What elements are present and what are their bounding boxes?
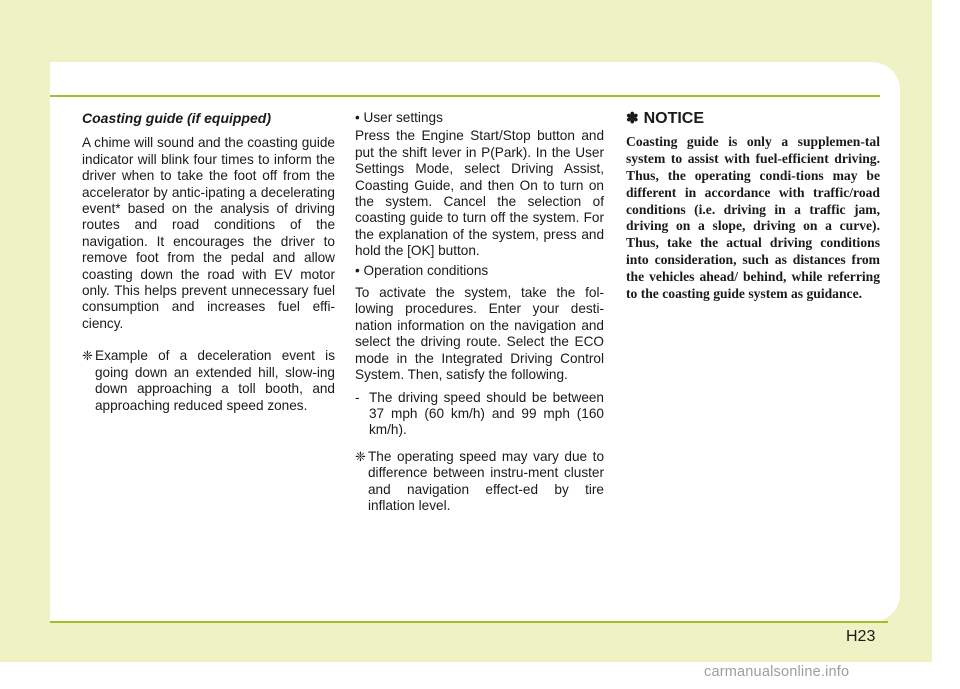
bottom-divider xyxy=(50,621,888,623)
footnote xyxy=(355,449,604,515)
notice-star-icon: ✽ xyxy=(626,110,639,127)
user-settings-text: Press the Engine Start/Stop button and put the shift lever in P(Park). In the User Settings Mode, select Driving Assist, Coasting Guide, and then On to turn on the system. Cancel the selection of coasting guide to turn off the system. For the explanation of the system, press and hold the [OK] button. xyxy=(355,128,604,259)
dash-mark: - xyxy=(355,389,360,405)
notice-body: Coasting guide is only a supplemen-tal system to assist with fuel-efficient driving. Thus, the operating condi-tions may be different in accordance with traffic/road conditions (i.e. driving in a traffic jam, driving on a slope, driving on a curve). Thus, take the actual driving conditions into consideration, such as distances from the vehicles ahead/ behind, while referring to the coasting guide system as guidance. xyxy=(626,134,880,301)
condition-text: The driving speed should be between 37 mph (60 km/h) and 99 mph (160 km/h). xyxy=(369,389,604,438)
bullet-user-settings: • User settings xyxy=(355,110,443,125)
notice-heading xyxy=(626,111,880,127)
footnote xyxy=(82,348,335,414)
notice-title: NOTICE xyxy=(643,110,705,127)
footnote-text: Example of a deceleration event is going down an extended hill, slow-ing down approaching a toll booth, and approaching reduced speed zones. xyxy=(95,348,335,413)
footnote-mark-icon: ❈ xyxy=(82,348,93,364)
coasting-guide-description: A chime will sound and the coasting guide indicator will blink four times to inform the driver when to take the foot off from the accelerator by antic-ipating a decelerating event* based on the analysis of driving routes and road conditions of the navigation. It encourages the driver to remove foot from the pedal and allow coasting down the road with EV motor only. This helps prevent unnecessary fuel consumption and increases fuel effi-ciency. xyxy=(82,135,335,331)
column-right xyxy=(626,107,880,302)
column-left xyxy=(82,107,335,414)
bullet-operation-conditions: • Operation conditions xyxy=(355,262,489,278)
column-middle xyxy=(355,107,604,514)
condition-list-item xyxy=(355,390,604,439)
footnote-text: The operating speed may vary due to difference between instru-ment cluster and navigation effect-ed by tire inflation level. xyxy=(368,448,604,513)
watermark: carmanualsonline.info xyxy=(704,664,850,680)
top-divider xyxy=(50,95,880,97)
section-heading: Coasting guide (if equipped) xyxy=(82,110,271,126)
page-number: H23 xyxy=(846,628,876,645)
footnote-mark-icon: ❈ xyxy=(355,448,366,464)
operation-conditions-text: To activate the system, take the fol-lowing procedures. Enter your desti-nation information on the navigation and select the driving route. Select the ECO mode in the Integrated Driving Control System. Then, satisfy the following. xyxy=(355,285,604,383)
